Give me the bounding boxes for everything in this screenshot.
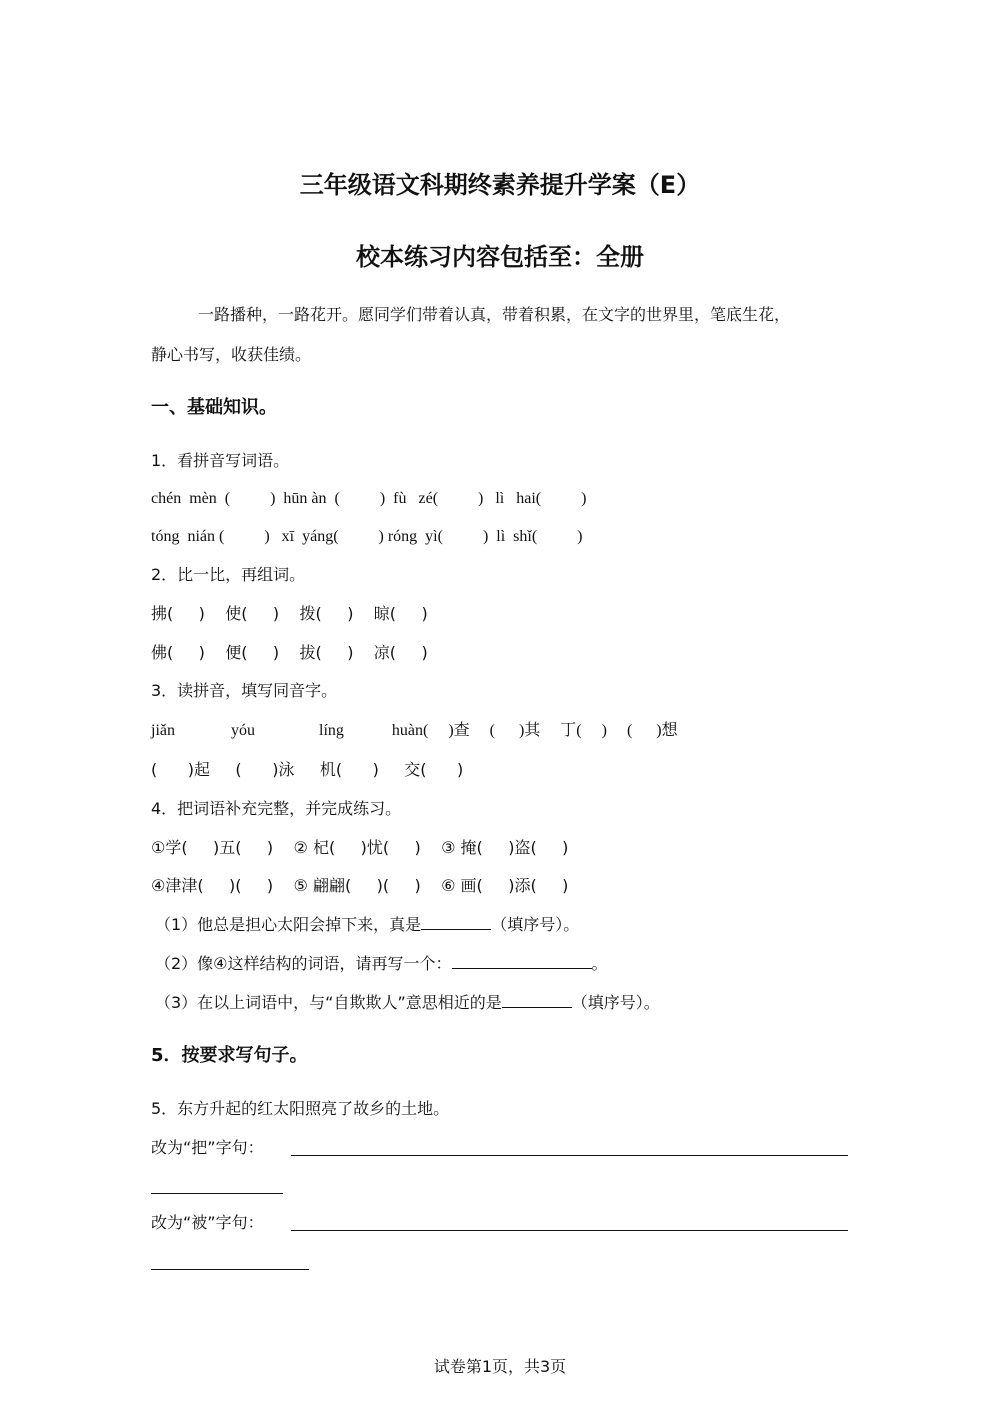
ba-answer-line-continued[interactable] (151, 1193, 283, 1194)
question-3-row-2: ( )起 ( )泳 机( ) 交( ) (151, 760, 464, 779)
question-3-row-1: jiǎn yóu líng huàn( )查 ( )其 丁( ) ( )想 (151, 722, 678, 739)
answer-blank[interactable] (421, 915, 491, 930)
question-1-pinyin-row-2: tóng nián ( ) xī yáng( ) róng yì( ) lì shǐ( ) (151, 528, 583, 545)
page-footer: 试卷第1页，共3页 (433, 1357, 567, 1376)
answer-blank[interactable] (452, 954, 592, 969)
answer-blank[interactable] (502, 993, 572, 1008)
sub-3-suffix: （填序号）。 (571, 993, 660, 1012)
sub-3-text: （3）在以上词语中，与“自欺欺人”意思相近的是 (155, 993, 502, 1012)
question-4-sub-2 (155, 954, 608, 974)
question-4-prompt: 4．把词语补充完整，并完成练习。 (151, 799, 402, 818)
question-5-sentence: 5．东方升起的红太阳照亮了故乡的土地。 (151, 1099, 450, 1118)
ba-sentence-label: 改为“把”字句： (151, 1138, 264, 1157)
question-2-prompt: 2．比一比，再组词。 (151, 565, 306, 584)
bei-answer-line[interactable] (291, 1230, 848, 1231)
section-heading-sentences: 5．按要求写句子。 (151, 1045, 308, 1066)
sub-2-suffix: 。 (591, 954, 608, 973)
question-2-row-2: 佛( ) 便( ) 拔( ) 凉( ) (151, 643, 428, 662)
sub-1-suffix: （填序号）。 (491, 915, 580, 934)
bei-answer-line-continued[interactable] (151, 1269, 309, 1270)
sub-2-text: （2）像④这样结构的词语，请再写一个： (155, 954, 452, 973)
sub-1-text: （1）他总是担心太阳会掉下来，真是 (155, 915, 422, 934)
document-title: 三年级语文科期终素养提升学案（E） (299, 171, 701, 199)
intro-line-2: 静心书写，收获佳绩。 (151, 345, 312, 364)
question-1-pinyin-row-1: chén mèn ( ) hūn àn ( ) fù zé( ) lì hai( ) (151, 490, 587, 507)
section-heading-basics: 一、基础知识。 (151, 397, 277, 418)
bei-sentence-label: 改为“被”字句： (151, 1213, 264, 1232)
question-3-prompt: 3．读拼音，填写同音字。 (151, 681, 338, 700)
question-1-prompt: 1．看拼音写词语。 (151, 451, 290, 470)
question-4-sub-1 (155, 915, 579, 935)
question-4-row-2: ④津津( )( ) ⑤ 翩翩( )( ) ⑥ 画( )添( ) (151, 876, 569, 895)
document-subtitle: 校本练习内容包括至：全册 (356, 243, 644, 271)
ba-answer-line[interactable] (291, 1155, 848, 1156)
question-4-sub-3 (155, 993, 660, 1013)
intro-line-1: 一路播种，一路花开。愿同学们带着认真，带着积累，在文字的世界里，笔底生花， (198, 305, 791, 324)
question-4-row-1: ①学( )五( ) ② 杞( )忧( ) ③ 掩( )盗( ) (151, 838, 569, 857)
question-2-row-1: 拂( ) 使( ) 拨( ) 晾( ) (151, 604, 428, 623)
